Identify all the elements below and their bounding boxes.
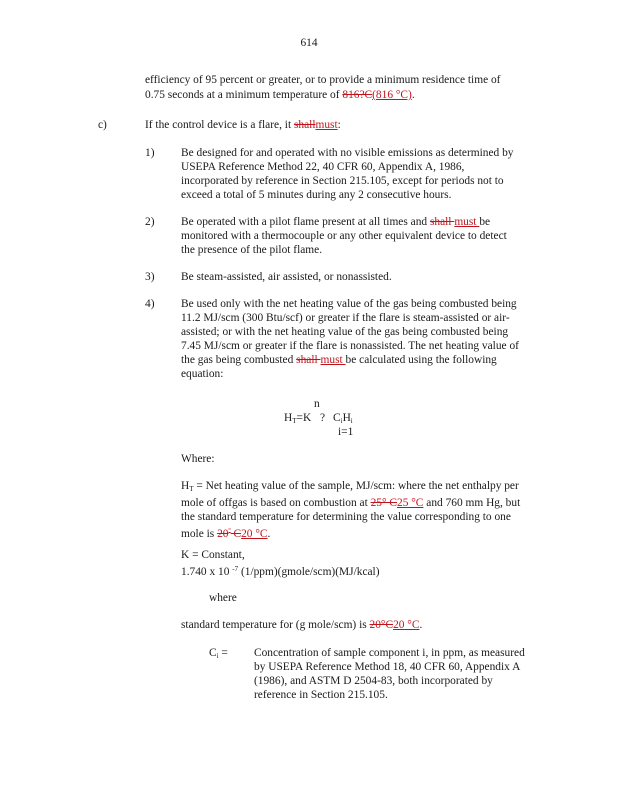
inserted-text: 20 °C: [241, 528, 268, 540]
intro-line-2: 0.75 seconds at a minimum temperature of 816?C(816 °C).: [145, 89, 415, 101]
sum-lower-limit: i=1: [338, 426, 354, 438]
intro-paragraph: [145, 73, 500, 102]
item-4-number: 4): [145, 298, 155, 310]
item-2-number: 2): [145, 216, 155, 228]
section-c-label: c): [98, 119, 107, 131]
inserted-text: 25 °C: [397, 497, 424, 509]
equation-rhs: $C_iH_i$: [333, 412, 353, 425]
item-3-text: Be steam-assisted, air assisted, or nonassisted.: [181, 271, 392, 283]
intro-line-1: efficiency of 95 percent or greater, or to provide a minimum residence time of: [145, 74, 501, 86]
equation-lhs: $H_T=K$: [284, 412, 312, 425]
deleted-text: 20°C: [369, 619, 394, 631]
standard-temperature: standard temperature for (g mole/scm) is 20°C20 °C.: [181, 619, 423, 631]
deleted-text: 25° C: [370, 497, 398, 509]
sum-upper-limit: n: [314, 398, 320, 410]
deleted-text: shall: [429, 216, 455, 228]
ht-definition: $H_T$ = Net heating value of the sample, MJ/scm: where the net enthalpy per mole of offgas is based on combustion at 25° C25 °C and 760 mm Hg, but the standard temperature for determining the value corresponding to one mole is $20^º$ C20 °C.: [181, 480, 521, 540]
deleted-text: shall: [293, 119, 316, 131]
item-1-number: 1): [145, 147, 155, 159]
inserted-text: 20 °C: [393, 619, 420, 631]
summation-symbol: ?: [320, 412, 326, 424]
inserted-text: (816 °C): [372, 89, 412, 101]
deleted-text: $20^º$ C: [217, 527, 242, 540]
ci-definition: Concentration of sample component i, in ppm, as measured by USEPA Reference Method 18, 40 CFR 60, Appendix A (1986), and ASTM D 2504-83, both incorporated by reference in Section 215.105.: [254, 647, 525, 701]
k-definition: K = Constant, 1.740 x 10 $^{-7}$ (1/ppm)(gmole/scm)(MJ/kcal): [181, 549, 380, 578]
where-label: Where:: [181, 453, 215, 465]
item-3-number: 3): [145, 271, 155, 283]
item-4-text: Be used only with the net heating value of the gas being combusted being 11.2 MJ/scm (300 Btu/scf) or greater if the flare is steam-assisted or air- assisted; or with the net heating value of the gas being combusted being 7.45 MJ/scm or greater if the flare is nonassisted. The net heating value of the gas being combusted shall must be calculated using the following equation:: [181, 298, 519, 380]
deleted-text: shall: [296, 354, 321, 366]
item-2-text: Be operated with a pilot flame present at all times and shall must be monitored with a thermocouple or any other equivalent device to detect the presence of the pilot flame.: [181, 216, 507, 256]
page-number: 614: [300, 37, 318, 49]
item-1-text: Be designed for and operated with no visible emissions as determined by USEPA Reference Method 22, 40 CFR 60, Appendix A, 1986, incorporated by reference in Section 215.105, except for periods not to exceed a total of 5 minutes during any 2 consecutive hours.: [181, 147, 514, 201]
section-c-heading: If the control device is a flare, it shallmust:: [145, 119, 341, 131]
where-note: where: [209, 592, 237, 604]
ci-symbol: $C_i$ =: [209, 647, 228, 660]
inserted-text: must: [454, 216, 480, 228]
inserted-text: must: [315, 119, 338, 131]
inserted-text: must: [320, 354, 346, 366]
deleted-text: 816?C: [342, 89, 373, 101]
